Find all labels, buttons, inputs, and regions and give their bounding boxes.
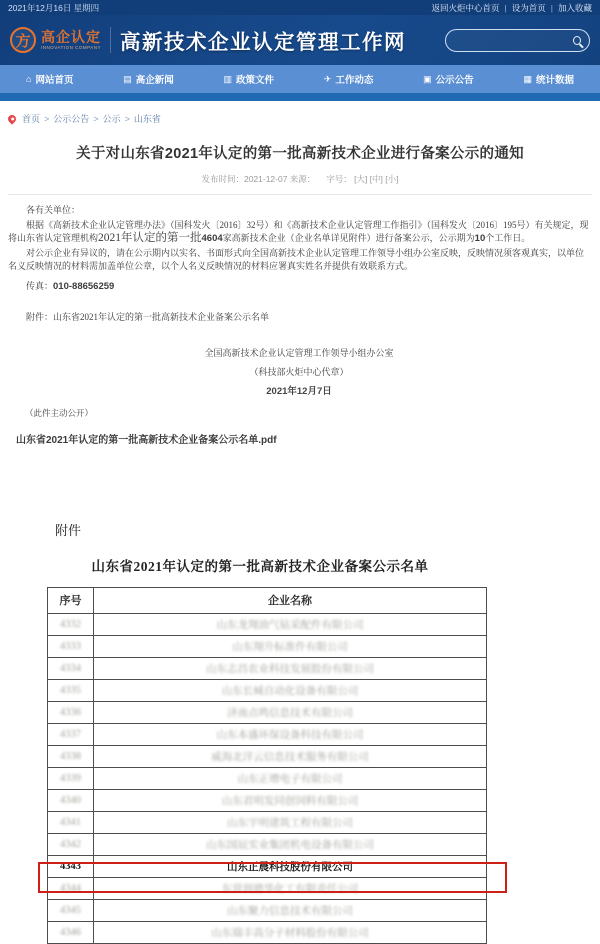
nav-item-news[interactable] bbox=[123, 72, 174, 86]
article-meta bbox=[0, 173, 600, 185]
table-row bbox=[48, 723, 487, 745]
row-name: 山东国辰实业集团机电设备有限公司 bbox=[94, 833, 487, 855]
logo-circle-icon: 方 bbox=[10, 27, 36, 53]
breadcrumb-shandong[interactable]: 山东省 bbox=[133, 114, 161, 124]
link-torch-home[interactable]: 返回火炬中心首页 bbox=[431, 2, 500, 13]
enterprise-table-wrapper bbox=[47, 587, 487, 944]
row-name: 山东君明发同创饲料有限公司 bbox=[94, 789, 487, 811]
nav-label: 网站首页 bbox=[35, 75, 74, 86]
table-row bbox=[48, 657, 487, 679]
row-no: 4345 bbox=[48, 899, 94, 921]
row-name: 济南点鸣信息技术有限公司 bbox=[94, 701, 487, 723]
attachment-heading: 附件 bbox=[55, 522, 82, 538]
breadcrumb-home[interactable]: 首页 bbox=[22, 114, 41, 124]
font-size-label: 字号： bbox=[326, 174, 352, 184]
row-name: 山东聚力信息技术有限公司 bbox=[94, 899, 487, 921]
site-title: 高新技术企业认定管理工作网 bbox=[120, 31, 407, 54]
attachment-reference: 附件：山东省2021年认定的第一批高新技术企业备案公示名单 bbox=[26, 312, 270, 322]
logo-text: 高企认定 bbox=[41, 28, 101, 45]
pdf-attachment-link[interactable]: 山东省2021年认定的第一批高新技术企业备案公示名单.pdf bbox=[16, 434, 277, 446]
clipboard-icon: ▣ bbox=[423, 73, 432, 84]
table-row bbox=[48, 679, 487, 701]
nav-item-updates[interactable] bbox=[324, 72, 374, 86]
fax-number: 010-88656259 bbox=[53, 280, 115, 292]
row-no: 4339 bbox=[48, 767, 94, 789]
header-divider bbox=[110, 27, 111, 53]
enterprise-table bbox=[47, 587, 487, 944]
breadcrumb-separator: > bbox=[93, 113, 99, 124]
row-no: 4337 bbox=[48, 723, 94, 745]
breadcrumb-separator: > bbox=[124, 113, 130, 124]
document-icon: ▥ bbox=[223, 73, 233, 84]
row-no: 4334 bbox=[48, 657, 94, 679]
signature-org: 全国高新技术企业认定管理工作领导小组办公室 bbox=[204, 347, 394, 358]
search-box[interactable] bbox=[445, 29, 590, 52]
logo-subtext: INNOVATION COMPANY bbox=[41, 44, 102, 50]
table-row-highlighted bbox=[48, 855, 487, 877]
main-nav bbox=[0, 65, 600, 93]
paragraph-basis: 根据《高新技术企业认定管理办法》（国科发火〔2016〕32号）和《高新技术企业认定管理工作指引》（国科发火〔2016〕195号）有关规定，现将山东省认定管理机构2021年认定的第一批4604家高新技术企业（企业名单详见附件）进行备案公示，公示期为10个工作日。 bbox=[8, 219, 589, 244]
row-name: 山东志昌农业科技发展股份有限公司 bbox=[94, 657, 487, 679]
row-name: 山东瑞丰高分子材料股份有限公司 bbox=[94, 921, 487, 943]
table-header-row bbox=[48, 587, 487, 613]
breadcrumb-publicity[interactable]: 公示 bbox=[102, 114, 121, 124]
nav-label: 统计数据 bbox=[535, 75, 574, 86]
font-size-medium-button[interactable]: [中] bbox=[369, 174, 383, 184]
row-no: 4333 bbox=[48, 635, 94, 657]
breadcrumb bbox=[0, 101, 600, 125]
breadcrumb-announcements[interactable]: 公示公告 bbox=[53, 114, 90, 124]
row-no: 4341 bbox=[48, 811, 94, 833]
paper-plane-icon: ✈ bbox=[323, 73, 332, 84]
nav-item-statistics[interactable] bbox=[523, 72, 574, 86]
row-no: 4335 bbox=[48, 679, 94, 701]
row-name-zhengchen: 山东正晨科技股份有限公司 bbox=[94, 855, 487, 877]
link-separator: | bbox=[504, 2, 507, 13]
site-header bbox=[0, 15, 600, 65]
news-icon: ▤ bbox=[123, 73, 132, 84]
top-bar bbox=[0, 0, 600, 15]
row-no: 4340 bbox=[48, 789, 94, 811]
row-no: 4343 bbox=[48, 855, 94, 877]
link-separator: | bbox=[550, 2, 553, 13]
table-row bbox=[48, 613, 487, 635]
row-name: 山东宇明建筑工程有限公司 bbox=[94, 811, 487, 833]
breadcrumb-separator: > bbox=[44, 113, 50, 124]
signature-date: 2021年12月7日 bbox=[266, 385, 332, 397]
nav-item-home[interactable] bbox=[26, 72, 73, 86]
row-name: 山东翔升标准件有限公司 bbox=[94, 635, 487, 657]
home-icon: ⌂ bbox=[26, 74, 32, 84]
table-row bbox=[48, 789, 487, 811]
row-name: 山东正增电子有限公司 bbox=[94, 767, 487, 789]
column-header-name: 企业名称 bbox=[94, 587, 487, 613]
font-size-large-button[interactable]: [大] bbox=[354, 174, 368, 184]
signature-note: （科技部火炬中心代章） bbox=[249, 367, 349, 377]
row-name: 山东长城自动化设备有限公司 bbox=[94, 679, 487, 701]
row-no: 4342 bbox=[48, 833, 94, 855]
column-header-no: 序号 bbox=[48, 587, 94, 613]
nav-label: 公示公告 bbox=[435, 75, 474, 86]
table-title: 山东省2021年认定的第一批高新技术企业备案公示名单 bbox=[91, 558, 429, 574]
article-body bbox=[0, 195, 600, 421]
table-row bbox=[48, 767, 487, 789]
publish-info: 发布时间：2021-12-07 来源： bbox=[201, 174, 316, 184]
link-set-homepage[interactable]: 设为首页 bbox=[511, 2, 546, 13]
row-no: 4338 bbox=[48, 745, 94, 767]
table-row bbox=[48, 745, 487, 767]
row-name: 东营润德华化工有限责任公司 bbox=[94, 877, 487, 899]
font-size-small-button[interactable]: [小] bbox=[385, 174, 399, 184]
table-row bbox=[48, 877, 487, 899]
table-row bbox=[48, 899, 487, 921]
current-date: 2021年12月16日 星期四 bbox=[8, 2, 100, 13]
nav-substrip bbox=[0, 93, 600, 101]
site-logo[interactable] bbox=[10, 27, 101, 53]
table-row bbox=[48, 701, 487, 723]
row-no: 4332 bbox=[48, 613, 94, 635]
paragraph-objection: 对公示企业有异议的，请在公示期内以实名、书面形式向全国高新技术企业认定管理工作领导小组办公室反映，反映情况须客观真实，以单位名义反映情况的材料需加盖单位公章，以个人名义反映情况的材料应署真实姓名并提供有效联系方式。 bbox=[8, 247, 585, 271]
nav-item-policy[interactable] bbox=[224, 72, 275, 86]
salutation: 各有关单位： bbox=[26, 205, 81, 215]
row-no: 4336 bbox=[48, 701, 94, 723]
row-no: 4344 bbox=[48, 877, 94, 899]
table-row bbox=[48, 833, 487, 855]
location-pin-icon bbox=[6, 113, 17, 124]
table-row bbox=[48, 921, 487, 943]
nav-label: 工作动态 bbox=[335, 75, 374, 86]
chart-icon: ▦ bbox=[523, 73, 532, 84]
page-title: 关于对山东省2021年认定的第一批高新技术企业进行备案公示的通知 bbox=[76, 146, 524, 162]
table-row bbox=[48, 811, 487, 833]
search-input[interactable] bbox=[446, 36, 573, 46]
row-name: 山东龙翔油气钻采配件有限公司 bbox=[94, 613, 487, 635]
row-name: 威海北洋云信息技术服务有限公司 bbox=[94, 745, 487, 767]
row-name: 山东本盛环保设备科技有限公司 bbox=[94, 723, 487, 745]
nav-label: 高企新闻 bbox=[135, 75, 174, 86]
row-no: 4346 bbox=[48, 921, 94, 943]
nav-item-announcements[interactable] bbox=[423, 72, 474, 86]
search-icon[interactable] bbox=[573, 36, 581, 45]
nav-label: 政策文件 bbox=[236, 75, 275, 86]
fax-line: 传真：010-88656259 bbox=[26, 280, 115, 292]
link-add-favorite[interactable]: 加入收藏 bbox=[557, 2, 592, 13]
table-row bbox=[48, 635, 487, 657]
disclosure-note: （此件主动公开） bbox=[25, 408, 94, 418]
